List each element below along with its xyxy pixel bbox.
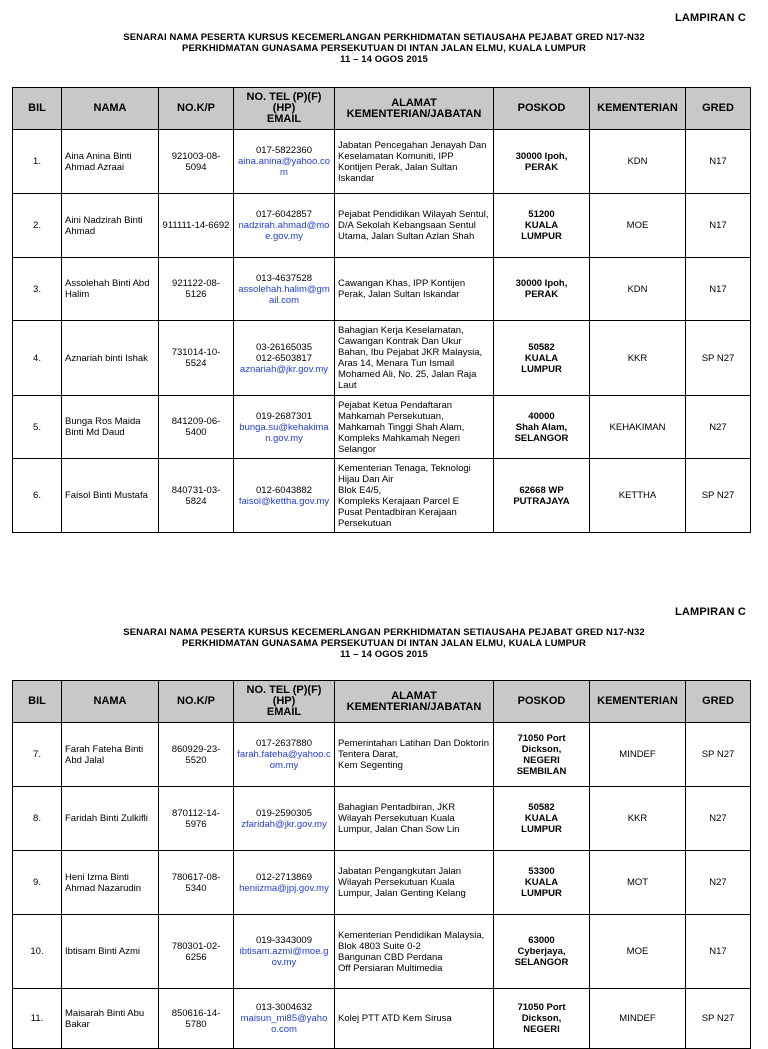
- table-header-row: [13, 681, 751, 723]
- cell-tel-email: [234, 130, 335, 194]
- cell-poskod: 71050 Port Dickson, NEGERI SEMBILAN: [494, 723, 590, 787]
- cell-bil: 2.: [13, 194, 62, 258]
- cell-gred: N27: [686, 787, 751, 851]
- cell-gred: N17: [686, 915, 751, 989]
- cell-alamat: Cawangan Khas, IPP Kontijen Perak, Jalan Sultan Iskandar: [335, 258, 494, 321]
- cell-tel-email: [234, 989, 335, 1049]
- cell-tel-email: [234, 787, 335, 851]
- cell-alamat: Kementerian Tenaga, Teknologi Hijau Dan Air Blok E4/5, Kompleks Kerajaan Parcel E Pusat Pentadbiran Kerajaan Persekutuan: [335, 459, 494, 533]
- col-alamat-line1: ALAMAT: [391, 96, 437, 109]
- title-line-2: PERKHIDMATAN GUNASAMA PERSEKUTUAN DI INTAN JALAN ELMU, KUALA LUMPUR: [182, 638, 586, 649]
- cell-nokp: 921003-08-5094: [159, 130, 234, 194]
- cell-alamat: Pejabat Pendidikan Wilayah Sentul, D/A Sekolah Kebangsaan Sentul Utama, Jalan Sultan Azlan Shah: [335, 194, 494, 258]
- tel-number: 013-3004632: [256, 1002, 312, 1013]
- cell-alamat: Bahagian Kerja Keselamatan, Cawangan Kontrak Dan Ukur Bahan, Ibu Pejabat JKR Malaysia, Aras 14, Menara Tun Ismail Mohamed Ali, No. 25, Jalan Raja Laut: [335, 321, 494, 396]
- cell-kementerian: KDN: [590, 258, 686, 321]
- table-row: [13, 989, 751, 1049]
- title-line-1: SENARAI NAMA PESERTA KURSUS KECEMERLANGAN PERKHIDMATAN SETIAUSAHA PEJABAT GRED N17-N32: [123, 32, 645, 43]
- table-body-1: [13, 130, 751, 533]
- col-alamat-line1: ALAMAT: [391, 689, 437, 702]
- table-row: [13, 915, 751, 989]
- email-link[interactable]: heniizma@jpj.gov.my: [239, 882, 329, 894]
- cell-tel-email: [234, 194, 335, 258]
- tel-number: 019-3343009: [256, 935, 312, 946]
- cell-poskod: 51200 KUALA LUMPUR: [494, 194, 590, 258]
- cell-gred: N17: [686, 130, 751, 194]
- cell-poskod: 62668 WP PUTRAJAYA: [494, 459, 590, 533]
- cell-tel-email: [234, 723, 335, 787]
- cell-nokp: 860929-23-5520: [159, 723, 234, 787]
- col-bil: BIL: [13, 88, 62, 130]
- cell-gred: N17: [686, 194, 751, 258]
- cell-nama: Aznariah binti Ishak: [62, 321, 159, 396]
- col-tel-line1: NO. TEL (P)(F): [246, 684, 322, 696]
- title-line-3: 11 – 14 OGOS 2015: [340, 54, 428, 65]
- col-gred: GRED: [686, 681, 751, 723]
- table-row: [13, 787, 751, 851]
- col-nokp: NO.K/P: [159, 88, 234, 130]
- table-row: [13, 459, 751, 533]
- col-alamat: [335, 681, 494, 723]
- cell-poskod: 53300 KUALA LUMPUR: [494, 851, 590, 915]
- cell-nama: Maisarah Binti Abu Bakar: [62, 989, 159, 1049]
- cell-poskod: 63000 Cyberjaya, SELANGOR: [494, 915, 590, 989]
- cell-poskod: 40000 Shah Alam, SELANGOR: [494, 396, 590, 459]
- cell-nokp: 841209-06-5400: [159, 396, 234, 459]
- cell-bil: 6.: [13, 459, 62, 533]
- table-row: [13, 723, 751, 787]
- tel-number: 012-2713869: [256, 871, 312, 883]
- cell-poskod: 30000 Ipoh, PERAK: [494, 258, 590, 321]
- cell-gred: SP N27: [686, 459, 751, 533]
- cell-tel-email: [234, 851, 335, 915]
- cell-nama: Bunga Ros Maida Binti Md Daud: [62, 396, 159, 459]
- col-tel-line2: (HP): [272, 695, 296, 707]
- cell-bil: 4.: [13, 321, 62, 396]
- title-line-1: SENARAI NAMA PESERTA KURSUS KECEMERLANGAN PERKHIDMATAN SETIAUSAHA PEJABAT GRED N17-N32: [123, 627, 645, 638]
- tel-number: 017-6042857: [256, 209, 312, 220]
- table-row: [13, 130, 751, 194]
- cell-tel-email: [234, 321, 335, 396]
- cell-nokp: 911111-14-6692: [159, 194, 234, 258]
- cell-kementerian: KDN: [590, 130, 686, 194]
- cell-nama: Ibtisam Binti Azmi: [62, 915, 159, 989]
- cell-kementerian: MINDEF: [590, 723, 686, 787]
- tel-number: 013-4637528: [256, 272, 312, 284]
- cell-gred: N17: [686, 258, 751, 321]
- cell-alamat: Kementerian Pendidikan Malaysia, Blok 4803 Suite 0-2 Bangunan CBD Perdana Off Persiaran Multimedia: [335, 915, 494, 989]
- cell-kementerian: MOE: [590, 915, 686, 989]
- cell-gred: N27: [686, 396, 751, 459]
- col-tel-line2: (HP): [272, 102, 296, 114]
- col-poskod: POSKOD: [494, 681, 590, 723]
- cell-alamat: Jabatan Pencegahan Jenayah Dan Keselamatan Komuniti, IPP Kontijen Perak, Jalan Sultan Iskandar: [335, 130, 494, 194]
- cell-alamat: Kolej PTT ATD Kem Sirusa: [335, 989, 494, 1049]
- cell-nokp: 731014-10-5524: [159, 321, 234, 396]
- cell-kementerian: MOT: [590, 851, 686, 915]
- email-link[interactable]: aina.anina@yahoo.com: [237, 156, 331, 178]
- participant-table-2: [12, 680, 751, 1049]
- cell-poskod: 71050 Port Dickson, NEGERI: [494, 989, 590, 1049]
- col-tel-line3: EMAIL: [266, 113, 302, 125]
- email-link[interactable]: zfaridah@jkr.gov.my: [241, 818, 327, 830]
- cell-tel-email: [234, 258, 335, 321]
- cell-nokp: 780617-08-5340: [159, 851, 234, 915]
- cell-kementerian: KETTHA: [590, 459, 686, 533]
- col-nama: NAMA: [62, 681, 159, 723]
- cell-kementerian: KKR: [590, 787, 686, 851]
- cell-nokp: 780301-02-6256: [159, 915, 234, 989]
- cell-kementerian: KKR: [590, 321, 686, 396]
- cell-gred: N27: [686, 851, 751, 915]
- email-link[interactable]: ibtisam.azmi@moe.gov.my: [239, 946, 329, 968]
- cell-bil: 10.: [13, 915, 62, 989]
- cell-nama: Heni Izma Binti Ahmad Nazarudin: [62, 851, 159, 915]
- cell-poskod: 50582 KUALA LUMPUR: [494, 321, 590, 396]
- cell-nokp: 850616-14-5780: [159, 989, 234, 1049]
- cell-bil: 8.: [13, 787, 62, 851]
- cell-bil: 3.: [13, 258, 62, 321]
- cell-bil: 9.: [13, 851, 62, 915]
- cell-kementerian: MOE: [590, 194, 686, 258]
- document-title: [0, 32, 768, 65]
- col-alamat-line2: KEMENTERIAN/JABATAN: [346, 107, 482, 120]
- cell-bil: 1.: [13, 130, 62, 194]
- cell-tel-email: [234, 915, 335, 989]
- cell-gred: SP N27: [686, 989, 751, 1049]
- cell-kementerian: MINDEF: [590, 989, 686, 1049]
- table-row: [13, 194, 751, 258]
- cell-bil: 5.: [13, 396, 62, 459]
- col-nama: NAMA: [62, 88, 159, 130]
- title-line-3: 11 – 14 OGOS 2015: [340, 649, 428, 660]
- col-tel-line3: EMAIL: [266, 706, 302, 718]
- col-nokp: NO.K/P: [159, 681, 234, 723]
- cell-nama: Aini Nadzirah Binti Ahmad: [62, 194, 159, 258]
- tel-number: 017-5822360: [256, 145, 312, 156]
- email-link[interactable]: bunga.su@kehakiman.gov.my: [239, 421, 329, 444]
- cell-nama: Faisol Binti Mustafa: [62, 459, 159, 533]
- col-tel-line1: NO. TEL (P)(F): [246, 91, 322, 103]
- table-row: [13, 851, 751, 915]
- tel-number: 012-6043882: [256, 484, 312, 496]
- table-header-row: [13, 88, 751, 130]
- table-body-2: [13, 723, 751, 1049]
- col-kementerian: KEMENTERIAN: [590, 681, 686, 723]
- cell-alamat: Jabatan Pengangkutan Jalan Wilayah Persekutuan Kuala Lumpur, Jalan Genting Kelang: [335, 851, 494, 915]
- cell-nama: Assolehah Binti Abd Halim: [62, 258, 159, 321]
- cell-alamat: Bahagian Pentadbiran, JKR Wilayah Persekutuan Kuala Lumpur, Jalan Chan Sow Lin: [335, 787, 494, 851]
- email-link[interactable]: aznariah@jkr.gov.my: [239, 363, 329, 375]
- email-link[interactable]: maisun_mi85@yahoo.com: [240, 1013, 328, 1035]
- col-kementerian: KEMENTERIAN: [590, 88, 686, 130]
- cell-alamat: Pejabat Ketua Pendaftaran Mahkamah Persekutuan, Mahkamah Tinggi Shah Alam, Kompleks Mahkamah Negeri Selangor: [335, 396, 494, 459]
- participant-table-1: [12, 87, 751, 533]
- title-line-2: PERKHIDMATAN GUNASAMA PERSEKUTUAN DI INTAN JALAN ELMU, KUALA LUMPUR: [182, 43, 586, 54]
- cell-kementerian: KEHAKIMAN: [590, 396, 686, 459]
- cell-nama: Faridah Binti Zulkifli: [62, 787, 159, 851]
- col-poskod: POSKOD: [494, 88, 590, 130]
- tel-number: 019-2687301: [256, 410, 312, 422]
- lampiran-label-2: LAMPIRAN C: [674, 606, 746, 618]
- lampiran-label: LAMPIRAN C: [674, 12, 746, 24]
- table-row: [13, 258, 751, 321]
- cell-gred: SP N27: [686, 723, 751, 787]
- tel-number: 019-2590305: [256, 807, 312, 819]
- cell-nokp: 921122-08-5126: [159, 258, 234, 321]
- email-link[interactable]: farah.fateha@yahoo.com.my: [237, 749, 331, 771]
- cell-gred: SP N27: [686, 321, 751, 396]
- cell-nokp: 870112-14-5976: [159, 787, 234, 851]
- tel-number: 03-26165035 012-6503817: [256, 341, 312, 364]
- col-alamat-line2: KEMENTERIAN/JABATAN: [346, 700, 482, 713]
- table-row: [13, 321, 751, 396]
- document-title-2: [0, 627, 768, 660]
- col-bil: BIL: [13, 681, 62, 723]
- cell-nama: Farah Fateha Binti Abd Jalal: [62, 723, 159, 787]
- tel-number: 017-2637880: [256, 738, 312, 749]
- cell-tel-email: [234, 396, 335, 459]
- cell-tel-email: [234, 459, 335, 533]
- table-row: [13, 396, 751, 459]
- email-link[interactable]: nadzirah.ahmad@moe.gov.my: [238, 220, 330, 242]
- col-tel-email: [234, 88, 335, 130]
- email-link[interactable]: assolehah.halim@gmail.com: [238, 283, 330, 306]
- email-link[interactable]: faisol@kettha.gov.my: [238, 495, 330, 507]
- cell-bil: 7.: [13, 723, 62, 787]
- col-alamat: [335, 88, 494, 130]
- cell-bil: 11.: [13, 989, 62, 1049]
- cell-poskod: 50582 KUALA LUMPUR: [494, 787, 590, 851]
- cell-poskod: 30000 Ipoh, PERAK: [494, 130, 590, 194]
- cell-nokp: 840731-03-5824: [159, 459, 234, 533]
- cell-alamat: Pemerintahan Latihan Dan Doktorin Tentera Darat, Kem Segenting: [335, 723, 494, 787]
- col-gred: GRED: [686, 88, 751, 130]
- col-tel-email: [234, 681, 335, 723]
- cell-nama: Aina Anina Binti Ahmad Azraai: [62, 130, 159, 194]
